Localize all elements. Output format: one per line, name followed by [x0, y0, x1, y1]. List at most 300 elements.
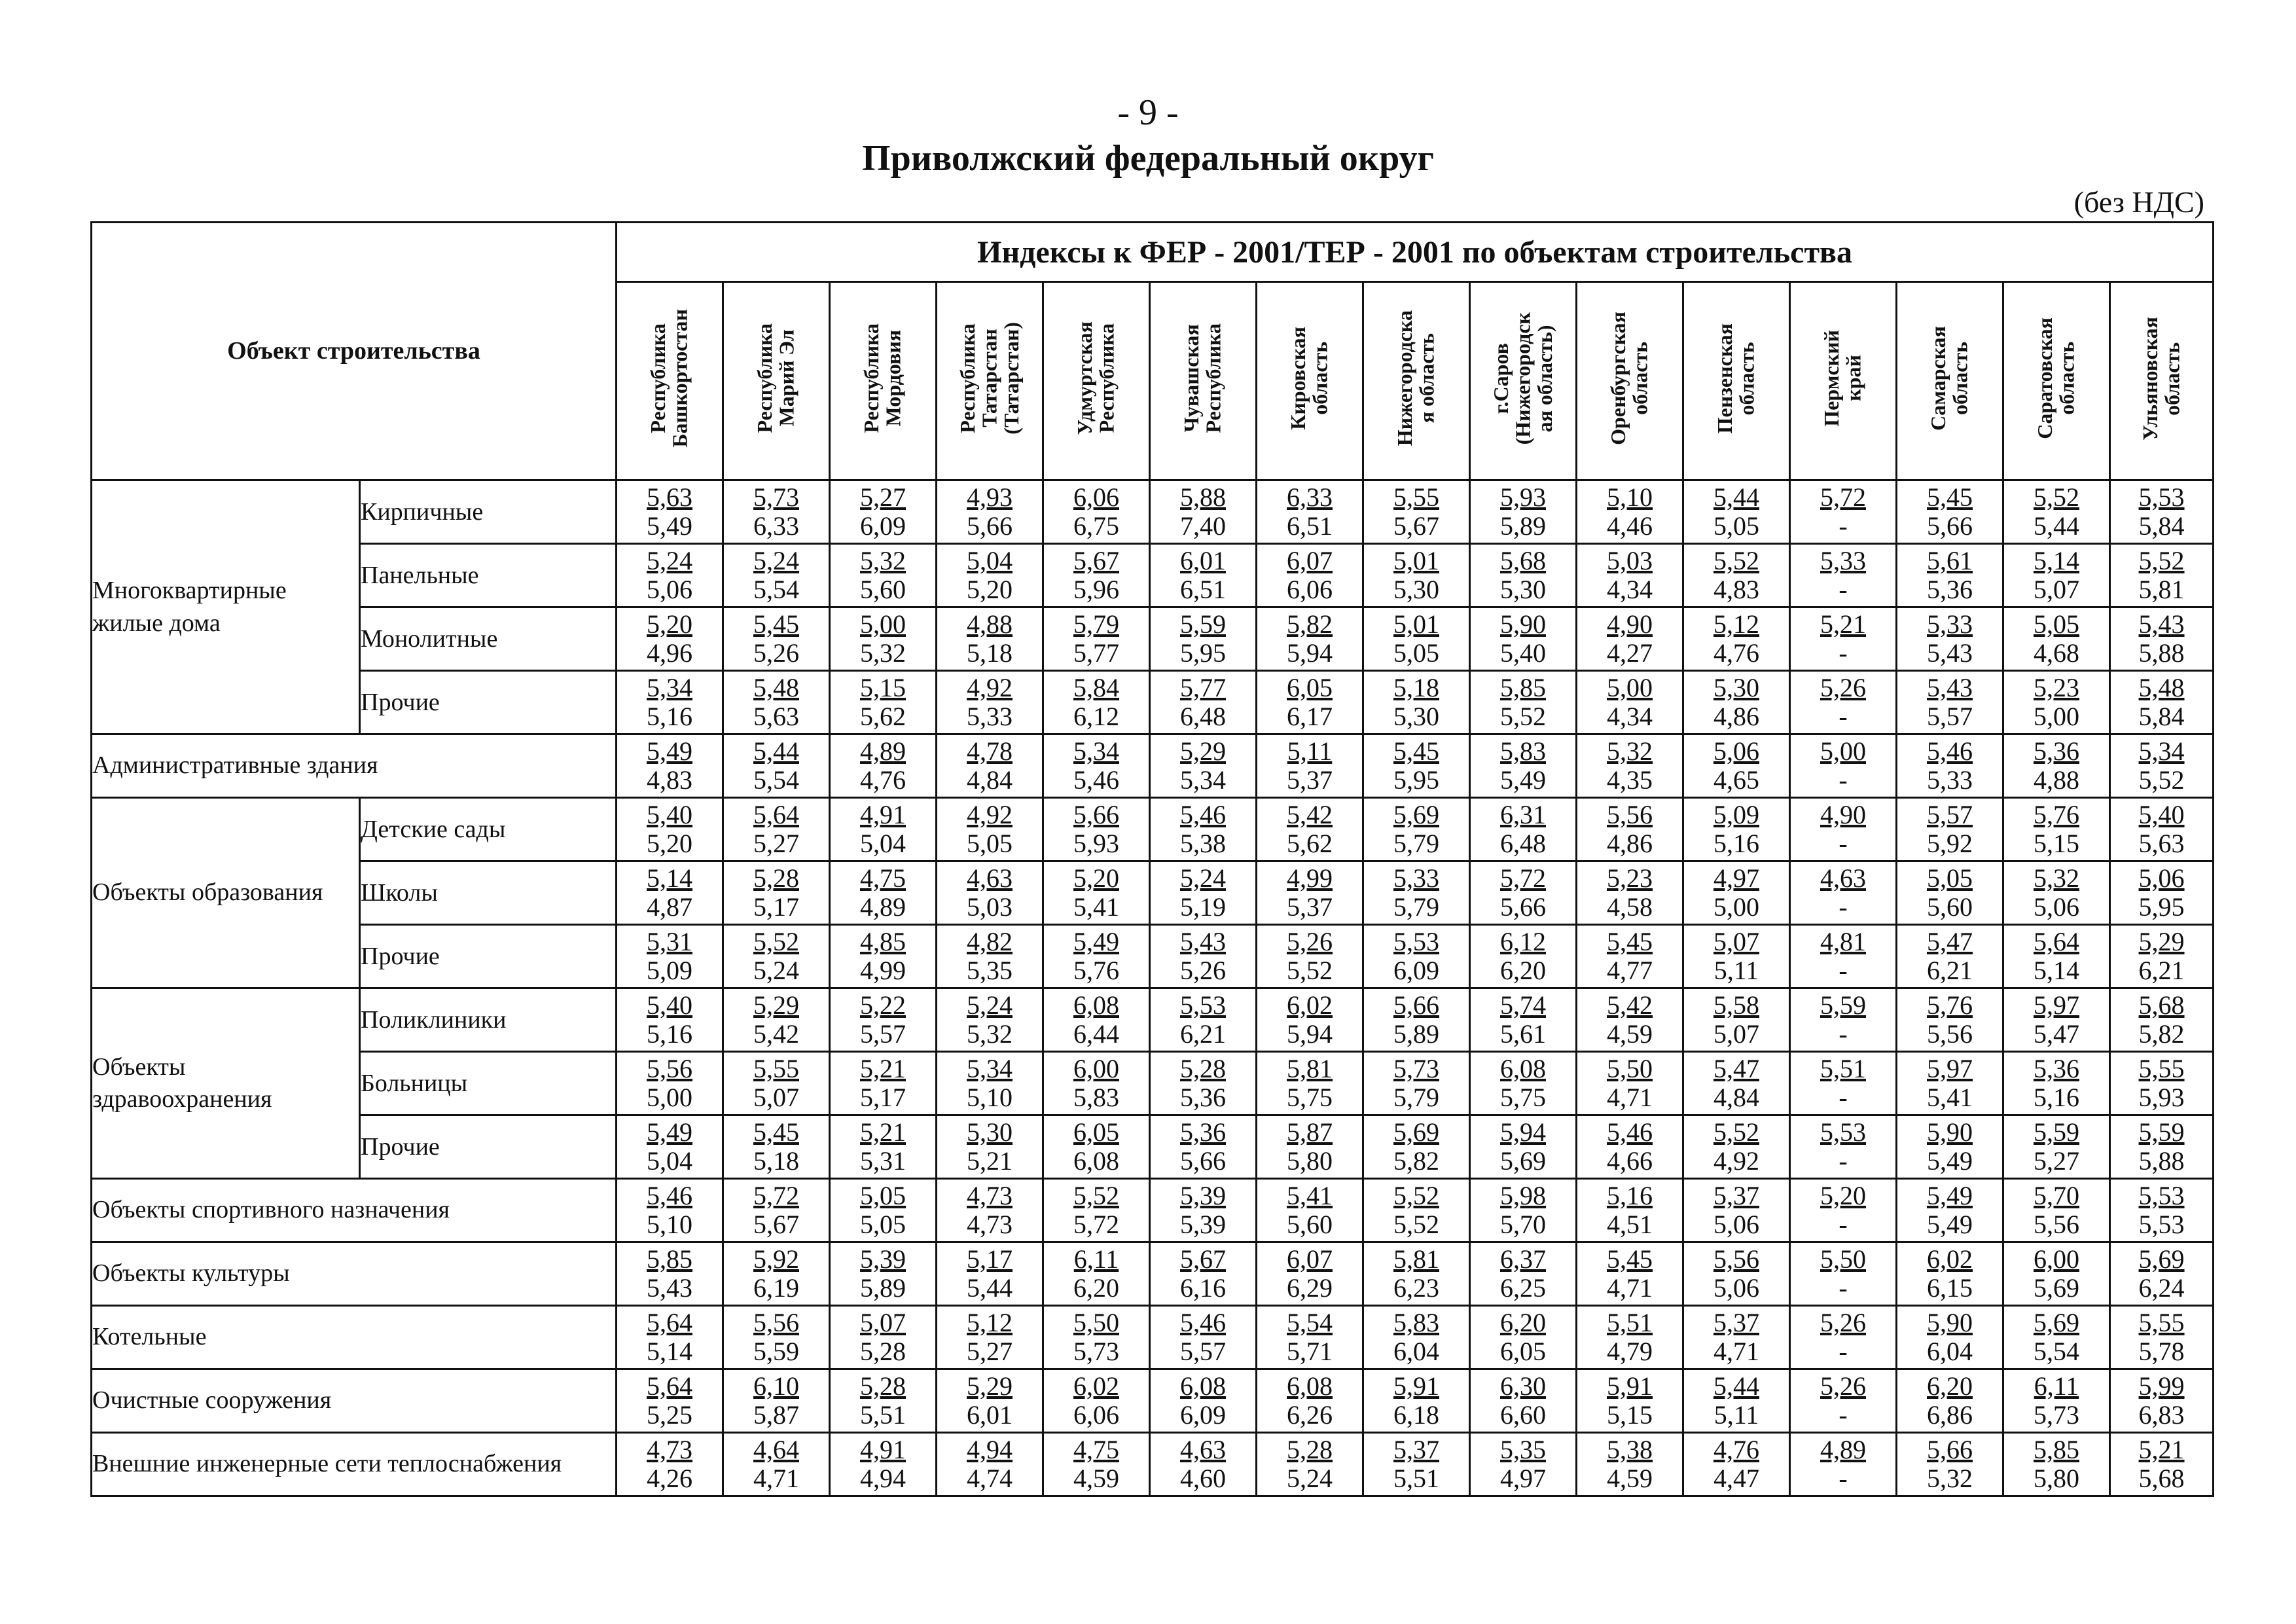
- index-value-bottom: 5,44: [967, 1273, 1013, 1303]
- region-header-label: Кировская область: [1286, 327, 1332, 430]
- index-value-top: 5,81: [1287, 1054, 1333, 1083]
- index-value-top: 5,52: [1393, 1181, 1439, 1210]
- index-value-bottom: 6,20: [1073, 1273, 1119, 1303]
- index-value-bottom: 5,54: [753, 765, 799, 795]
- index-cell: [1470, 1179, 1577, 1242]
- index-value-top: 5,74: [1500, 990, 1546, 1020]
- index-value-top: 5,43: [1180, 927, 1226, 956]
- index-cell: [1043, 480, 1150, 544]
- index-value-top: 5,87: [1287, 1117, 1333, 1147]
- index-value-top: 6,10: [753, 1371, 799, 1401]
- index-cell: [830, 988, 937, 1052]
- index-cell: [1790, 607, 1897, 671]
- index-cell: [1683, 1242, 1790, 1306]
- table-row: [92, 925, 2214, 988]
- index-value-top: 5,67: [1180, 1244, 1226, 1274]
- index-cell: [1470, 988, 1577, 1052]
- index-value-bottom: 5,81: [2138, 575, 2185, 604]
- page-number: - 9 -: [1117, 92, 1179, 133]
- index-value-top: 5,41: [1287, 1181, 1333, 1210]
- index-value-top: 5,83: [1393, 1308, 1439, 1337]
- index-value-top: 5,73: [1393, 1054, 1439, 1083]
- index-value-top: 5,21: [860, 1117, 906, 1147]
- index-cell: [1470, 607, 1577, 671]
- index-value-bottom: 4,71: [1607, 1273, 1653, 1303]
- index-value-top: 5,07: [860, 1308, 906, 1337]
- index-cell: [723, 925, 830, 988]
- index-value-bottom: 4,99: [860, 956, 906, 985]
- index-value-top: 5,46: [1180, 800, 1226, 829]
- index-cell: [617, 1179, 723, 1242]
- index-value-bottom: 4,59: [1073, 1464, 1119, 1493]
- index-cell: [617, 1369, 723, 1433]
- index-cell: [1683, 734, 1790, 798]
- index-cell: [1257, 1306, 1363, 1369]
- index-cell: [1897, 1369, 2003, 1433]
- index-value-top: 5,55: [2138, 1054, 2185, 1083]
- index-value-bottom: 5,75: [1287, 1083, 1333, 1112]
- index-cell: [1043, 607, 1150, 671]
- index-value-bottom: -: [1839, 1273, 1848, 1303]
- index-value-bottom: 5,52: [1393, 1210, 1439, 1239]
- index-cell: [723, 480, 830, 544]
- index-cell: [1470, 480, 1577, 544]
- index-value-top: 5,90: [1500, 609, 1546, 639]
- index-value-bottom: 5,80: [2034, 1464, 2079, 1493]
- index-value-bottom: 6,29: [1287, 1273, 1333, 1303]
- index-value-top: 5,36: [2034, 736, 2079, 766]
- index-value-bottom: 5,88: [2138, 638, 2185, 668]
- index-value-bottom: 5,51: [1393, 1464, 1439, 1493]
- index-cell: [2110, 544, 2214, 607]
- index-cell: [1043, 988, 1150, 1052]
- index-value-top: 5,42: [1607, 990, 1653, 1020]
- index-cell: [1577, 1433, 1683, 1496]
- index-value-bottom: 5,20: [967, 575, 1013, 604]
- index-value-top: 5,33: [1927, 609, 1973, 639]
- index-value-top: 5,21: [1820, 609, 1866, 639]
- index-cell: [1257, 734, 1363, 798]
- index-value-top: 5,99: [2138, 1371, 2185, 1401]
- table-row: [92, 988, 2214, 1052]
- index-cell: [1683, 925, 1790, 988]
- index-cell: [2003, 1179, 2110, 1242]
- index-cell: [1043, 1242, 1150, 1306]
- index-cell: [1577, 988, 1683, 1052]
- index-cell: [1577, 925, 1683, 988]
- index-value-bottom: 4,35: [1607, 765, 1653, 795]
- index-value-top: 5,24: [647, 546, 692, 575]
- index-value-top: 5,90: [1927, 1308, 1973, 1337]
- index-cell: [1257, 607, 1363, 671]
- index-value-bottom: 6,19: [753, 1273, 799, 1303]
- category-label: Объекты культуры: [92, 1242, 617, 1306]
- index-value-bottom: 6,44: [1073, 1019, 1119, 1049]
- index-value-top: 6,12: [1500, 927, 1546, 956]
- index-cell: [723, 734, 830, 798]
- index-value-top: 5,51: [1607, 1308, 1653, 1337]
- index-value-top: 5,64: [2034, 927, 2079, 956]
- index-value-bottom: 6,09: [860, 511, 906, 541]
- index-cell: [830, 671, 937, 734]
- index-value-top: 5,67: [1073, 546, 1119, 575]
- index-value-bottom: 5,67: [1393, 511, 1439, 541]
- index-value-bottom: 4,83: [647, 765, 692, 795]
- index-value-bottom: 5,56: [1927, 1019, 1973, 1049]
- index-cell: [617, 480, 723, 544]
- index-value-bottom: 4,74: [967, 1464, 1013, 1493]
- index-cell: [830, 1115, 937, 1179]
- index-value-top: 5,32: [860, 546, 906, 575]
- index-cell: [937, 544, 1043, 607]
- index-value-top: 5,82: [1287, 609, 1333, 639]
- group-label: Многоквартирные жилые дома: [92, 480, 360, 734]
- index-value-top: 5,72: [753, 1181, 799, 1210]
- index-value-top: 5,34: [967, 1054, 1013, 1083]
- index-value-bottom: 4,92: [1713, 1146, 1759, 1176]
- index-cell: [723, 861, 830, 925]
- index-cell: [2110, 607, 2214, 671]
- region-header: [830, 282, 937, 480]
- index-value-bottom: 6,23: [1393, 1273, 1439, 1303]
- index-cell: [1470, 1433, 1577, 1496]
- index-value-bottom: 5,19: [1180, 892, 1226, 922]
- index-value-bottom: 4,77: [1607, 956, 1653, 985]
- index-value-bottom: 5,84: [2138, 702, 2185, 731]
- index-value-top: 5,01: [1393, 546, 1439, 575]
- index-value-bottom: 5,82: [1393, 1146, 1439, 1176]
- index-cell: [830, 1179, 937, 1242]
- index-value-bottom: 5,73: [2034, 1400, 2079, 1430]
- index-cell: [1897, 734, 2003, 798]
- index-value-top: 5,00: [860, 609, 906, 639]
- index-value-bottom: 6,01: [967, 1400, 1013, 1430]
- index-cell: [723, 671, 830, 734]
- index-value-top: 5,26: [1820, 1308, 1866, 1337]
- index-value-bottom: 4,58: [1607, 892, 1653, 922]
- index-value-bottom: 4,59: [1607, 1019, 1653, 1049]
- index-value-bottom: 4,86: [1713, 702, 1759, 731]
- index-cell: [830, 1306, 937, 1369]
- index-value-top: 5,11: [1287, 736, 1333, 766]
- index-value-bottom: 5,30: [1393, 702, 1439, 731]
- index-value-top: 6,11: [2034, 1371, 2079, 1401]
- index-value-bottom: 4,94: [860, 1464, 906, 1493]
- index-value-bottom: 5,05: [967, 829, 1013, 858]
- index-cell: [830, 1242, 937, 1306]
- index-value-bottom: -: [1839, 1083, 1848, 1112]
- table-row: [92, 1369, 2214, 1433]
- index-value-bottom: 5,57: [1927, 702, 1973, 731]
- index-cell: [723, 1052, 830, 1115]
- index-value-bottom: 5,87: [753, 1400, 799, 1430]
- index-value-bottom: 4,60: [1180, 1464, 1226, 1493]
- index-cell: [1577, 798, 1683, 861]
- index-value-bottom: 5,57: [1180, 1337, 1226, 1366]
- index-value-bottom: 4,46: [1607, 511, 1653, 541]
- index-cell: [1043, 1115, 1150, 1179]
- index-value-bottom: 5,15: [2034, 829, 2079, 858]
- index-cell: [1257, 1052, 1363, 1115]
- index-cell: [1683, 988, 1790, 1052]
- index-value-top: 5,72: [1500, 863, 1546, 893]
- index-cell: [617, 607, 723, 671]
- index-value-bottom: 5,60: [1927, 892, 1973, 922]
- index-cell: [1897, 861, 2003, 925]
- region-header-label: Республика Марий Эл: [753, 323, 798, 433]
- index-value-top: 5,85: [1500, 673, 1546, 702]
- index-value-top: 5,97: [1927, 1054, 1973, 1083]
- index-value-bottom: 5,41: [1927, 1083, 1973, 1112]
- index-value-bottom: -: [1839, 1146, 1848, 1176]
- index-value-bottom: 6,21: [1180, 1019, 1226, 1049]
- index-value-top: 5,59: [1180, 609, 1226, 639]
- index-cell: [2110, 861, 2214, 925]
- index-value-top: 5,55: [1393, 482, 1439, 512]
- index-cell: [1790, 480, 1897, 544]
- index-value-top: 5,26: [1820, 673, 1866, 702]
- index-value-top: 6,08: [1073, 990, 1119, 1020]
- index-value-top: 5,16: [1607, 1181, 1653, 1210]
- index-value-top: 5,97: [2034, 990, 2079, 1020]
- index-cell: [1150, 798, 1257, 861]
- index-value-bottom: 6,25: [1500, 1273, 1546, 1303]
- index-value-top: 4,81: [1820, 927, 1866, 956]
- index-value-bottom: 6,86: [1927, 1400, 1973, 1430]
- index-value-top: 4,75: [1073, 1435, 1119, 1464]
- table-row: [92, 1052, 2214, 1115]
- index-value-top: 6,01: [1180, 546, 1226, 575]
- index-value-top: 5,44: [1713, 1371, 1759, 1401]
- index-value-bottom: 6,51: [1180, 575, 1226, 604]
- group-label: Объекты образования: [92, 798, 360, 988]
- index-cell: [2110, 1433, 2214, 1496]
- table-row: [92, 1115, 2214, 1179]
- index-cell: [1470, 671, 1577, 734]
- index-value-bottom: 5,16: [647, 1019, 692, 1049]
- region-header: [1363, 282, 1470, 480]
- index-value-bottom: 5,15: [1607, 1400, 1653, 1430]
- index-value-bottom: 5,16: [1713, 829, 1759, 858]
- region-header: [723, 282, 830, 480]
- index-cell: [1363, 1179, 1470, 1242]
- index-value-top: 5,15: [860, 673, 906, 702]
- index-cell: [1150, 544, 1257, 607]
- index-cell: [1790, 1369, 1897, 1433]
- index-cell: [1150, 1433, 1257, 1496]
- index-value-bottom: 4,96: [647, 638, 692, 668]
- index-cell: [1577, 861, 1683, 925]
- index-cell: [1577, 607, 1683, 671]
- category-label: Объекты спортивного назначения: [92, 1179, 617, 1242]
- index-value-top: 5,70: [2034, 1181, 2079, 1210]
- index-cell: [1043, 1433, 1150, 1496]
- index-cell: [1043, 1179, 1150, 1242]
- index-value-top: 5,45: [1607, 927, 1653, 956]
- index-cell: [1683, 798, 1790, 861]
- index-cell: [1683, 607, 1790, 671]
- index-value-top: 5,45: [1927, 482, 1973, 512]
- index-cell: [1363, 1433, 1470, 1496]
- index-cell: [830, 480, 937, 544]
- index-value-bottom: 4,26: [647, 1464, 692, 1493]
- index-cell: [1897, 1179, 2003, 1242]
- index-value-bottom: 5,06: [1713, 1210, 1759, 1239]
- index-value-top: 4,91: [860, 1435, 906, 1464]
- index-value-bottom: 5,24: [753, 956, 799, 985]
- index-value-bottom: 4,51: [1607, 1210, 1653, 1239]
- index-value-bottom: 4,71: [1713, 1337, 1759, 1366]
- index-cell: [1363, 925, 1470, 988]
- index-value-bottom: 4,68: [2034, 638, 2079, 668]
- index-cell: [937, 798, 1043, 861]
- index-value-bottom: 5,52: [2138, 765, 2185, 795]
- subcategory-label: Прочие: [360, 671, 617, 734]
- index-cell: [1897, 1115, 2003, 1179]
- index-value-bottom: 4,27: [1607, 638, 1653, 668]
- index-cell: [1470, 925, 1577, 988]
- index-cell: [1150, 480, 1257, 544]
- index-value-top: 5,66: [1073, 800, 1119, 829]
- index-cell: [1363, 1242, 1470, 1306]
- index-cell: [2003, 861, 2110, 925]
- index-value-top: 5,50: [1073, 1308, 1119, 1337]
- index-value-top: 6,02: [1073, 1371, 1119, 1401]
- index-cell: [723, 1306, 830, 1369]
- index-cell: [1470, 1306, 1577, 1369]
- index-value-top: 5,06: [2138, 863, 2185, 893]
- index-value-top: 5,43: [1927, 673, 1973, 702]
- index-value-bottom: 5,89: [1500, 511, 1546, 541]
- index-value-bottom: 5,37: [1287, 892, 1333, 922]
- index-cell: [1150, 1369, 1257, 1433]
- index-value-bottom: 5,79: [1393, 1083, 1439, 1112]
- index-value-top: 5,45: [1607, 1244, 1653, 1274]
- index-value-bottom: 4,66: [1607, 1146, 1653, 1176]
- index-value-top: 5,48: [2138, 673, 2185, 702]
- index-value-bottom: 5,37: [1287, 765, 1333, 795]
- index-value-bottom: 5,27: [967, 1337, 1013, 1366]
- index-cell: [1043, 798, 1150, 861]
- index-value-bottom: 5,82: [2138, 1019, 2185, 1049]
- index-value-top: 5,32: [2034, 863, 2079, 893]
- index-value-bottom: 5,39: [1180, 1210, 1226, 1239]
- index-cell: [1363, 544, 1470, 607]
- index-value-bottom: 5,04: [647, 1146, 692, 1176]
- index-value-top: 5,12: [967, 1308, 1013, 1337]
- index-value-top: 5,28: [860, 1371, 906, 1401]
- index-cell: [937, 1242, 1043, 1306]
- index-value-bottom: 5,20: [647, 829, 692, 858]
- index-value-bottom: 5,46: [1073, 765, 1119, 795]
- index-value-top: 5,23: [1607, 863, 1653, 893]
- index-cell: [1577, 544, 1683, 607]
- index-cell: [830, 544, 937, 607]
- index-cell: [1257, 1433, 1363, 1496]
- index-value-top: 5,29: [753, 990, 799, 1020]
- index-value-top: 5,53: [1393, 927, 1439, 956]
- index-value-bottom: 5,00: [647, 1083, 692, 1112]
- index-value-bottom: 4,47: [1713, 1464, 1759, 1493]
- index-value-top: 5,39: [1180, 1181, 1226, 1210]
- index-value-top: 5,52: [1713, 1117, 1759, 1147]
- index-value-top: 5,73: [753, 482, 799, 512]
- index-cell: [1257, 925, 1363, 988]
- index-value-bottom: 5,26: [1180, 956, 1226, 985]
- index-value-bottom: 5,61: [1500, 1019, 1546, 1049]
- index-value-bottom: 5,54: [2034, 1337, 2079, 1366]
- index-value-bottom: 5,38: [1180, 829, 1226, 858]
- index-cell: [617, 1115, 723, 1179]
- index-cell: [617, 1052, 723, 1115]
- index-value-bottom: 5,47: [2034, 1019, 2079, 1049]
- index-cell: [2003, 544, 2110, 607]
- index-value-bottom: 5,75: [1500, 1083, 1546, 1112]
- index-value-bottom: 5,11: [1713, 956, 1759, 985]
- index-value-bottom: 5,57: [860, 1019, 906, 1049]
- index-value-top: 5,07: [1713, 927, 1759, 956]
- table-row: [92, 1242, 2214, 1306]
- index-value-bottom: 5,09: [647, 956, 692, 985]
- index-value-bottom: 5,73: [1073, 1337, 1119, 1366]
- index-cell: [937, 607, 1043, 671]
- index-cell: [1577, 1369, 1683, 1433]
- subcategory-label: Прочие: [360, 925, 617, 988]
- index-value-top: 5,28: [1287, 1435, 1333, 1464]
- index-value-bottom: 5,14: [647, 1337, 692, 1366]
- region-header: [1470, 282, 1577, 480]
- index-value-bottom: 6,83: [2138, 1400, 2185, 1430]
- index-cell: [2003, 1052, 2110, 1115]
- index-cell: [1043, 734, 1150, 798]
- index-value-top: 5,35: [1500, 1435, 1546, 1464]
- index-cell: [723, 1433, 830, 1496]
- index-value-bottom: 5,24: [1287, 1464, 1333, 1493]
- index-cell: [723, 1369, 830, 1433]
- index-cell: [1363, 480, 1470, 544]
- index-cell: [937, 1052, 1043, 1115]
- index-cell: [830, 1369, 937, 1433]
- index-cell: [1043, 861, 1150, 925]
- index-value-top: 5,05: [860, 1181, 906, 1210]
- index-value-top: 5,53: [1180, 990, 1226, 1020]
- index-value-top: 4,97: [1713, 863, 1759, 893]
- index-cell: [2003, 988, 2110, 1052]
- index-cell: [1363, 798, 1470, 861]
- index-value-top: 5,66: [1393, 990, 1439, 1020]
- index-cell: [2110, 480, 2214, 544]
- index-value-top: 5,37: [1713, 1308, 1759, 1337]
- index-value-bottom: 6,60: [1500, 1400, 1546, 1430]
- index-value-top: 5,59: [2138, 1117, 2185, 1147]
- index-value-top: 4,90: [1607, 609, 1653, 639]
- index-cell: [937, 1306, 1043, 1369]
- index-value-bottom: 5,49: [1500, 765, 1546, 795]
- index-cell: [830, 734, 937, 798]
- index-cell: [2003, 1242, 2110, 1306]
- index-value-top: 6,20: [1500, 1308, 1546, 1337]
- vat-note: (без НДС): [2073, 185, 2204, 219]
- index-cell: [617, 544, 723, 607]
- index-cell: [1043, 925, 1150, 988]
- index-value-top: 5,34: [647, 673, 692, 702]
- index-value-top: 5,45: [753, 1117, 799, 1147]
- subcategory-label: Панельные: [360, 544, 617, 607]
- index-cell: [2003, 1433, 2110, 1496]
- index-cell: [1897, 1306, 2003, 1369]
- index-value-bottom: 5,62: [1287, 829, 1333, 858]
- index-value-top: 5,46: [647, 1181, 692, 1210]
